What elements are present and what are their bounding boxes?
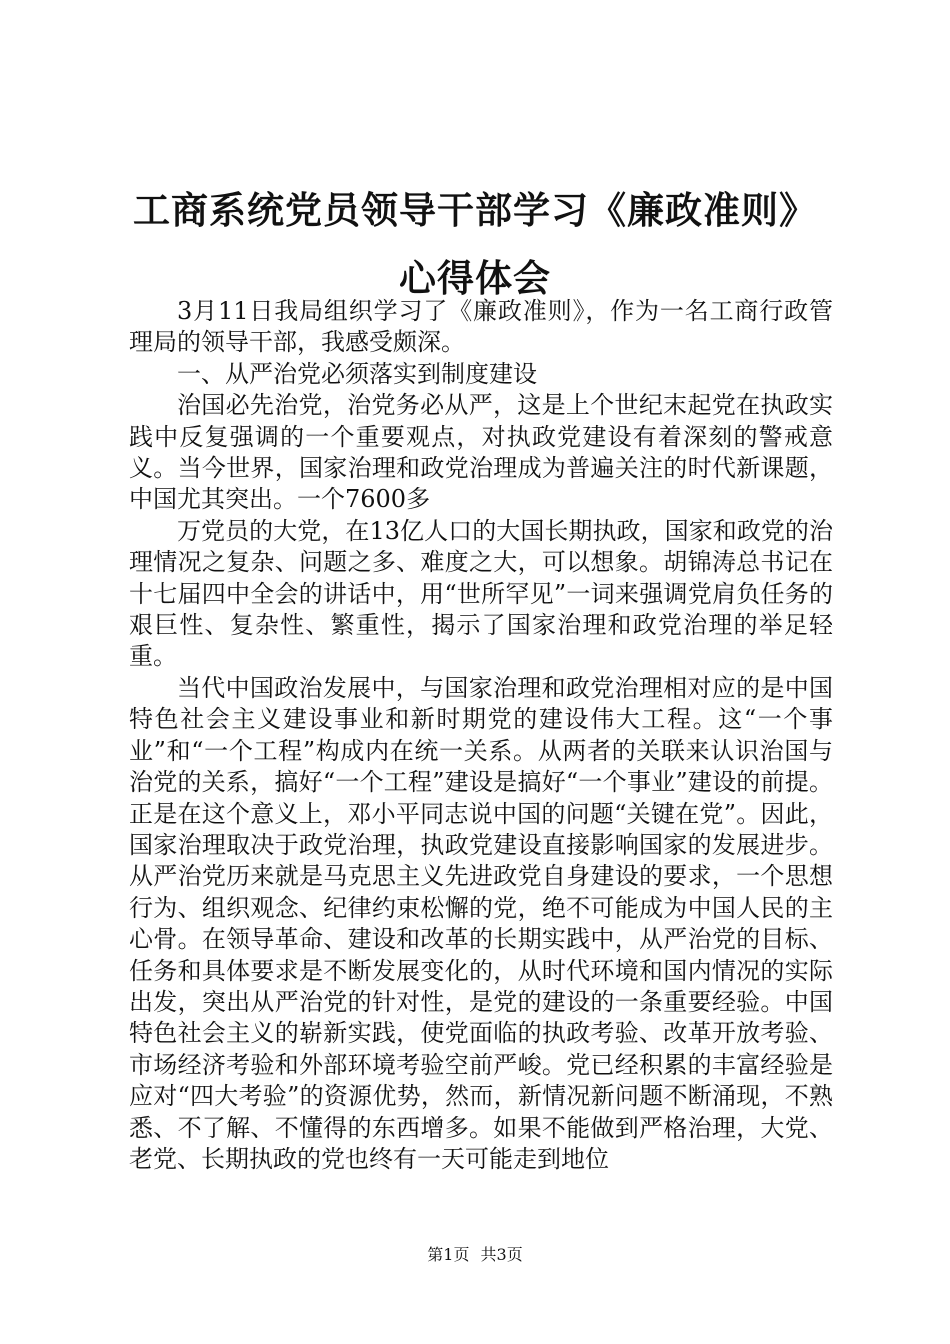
document-title: 工商系统党员领导干部学习《廉政准则》心得体会	[133, 188, 817, 300]
page-footer	[0, 1244, 950, 1266]
document-body	[129, 296, 833, 1175]
paragraph-intro: 3月11日我局组织学习了《廉政准则》，作为一名工商行政管理局的领导干部，我感受颇深。	[129, 297, 833, 357]
paragraph: 当代中国政治发展中，与国家治理和政党治理相对应的是中国特色社会主义建设事业和新时期党的建设伟大工程。这“一个事业”和“一个工程”构成内在统一关系。从两者的关联来认识治国与治党的关系，搞好“一个工程”建设是搞好“一个事业”建设的前提。正是在这个意义上，邓小平同志说中国的问题“关键在党”。因此，国家治理取决于政党治理，执政党建设直接影响国家的发展进步。从严治党历来就是马克思主义先进政党自身建设的要求，一个思想行为、组织观念、纪律约束松懈的党，绝不可能成为中国人民的主心骨。在领导革命、建设和改革的长期实践中，从严治党的目标、任务和具体要求是不断发展变化的，从时代环境和国内情况的实际出发，突出从严治党的针对性，是党的建设的一条重要经验。中国特色社会主义的崭新实践，使党面临的执政考验、改革开放考验、市场经济考验和外部环境考验空前严峻。党已经积累的丰富经验是应对“四大考验”的资源优势，然而，新情况新问题不断涌现，不熟悉、不了解、不懂得的东西增多。如果不能做到严格治理，大党、老党、长期执政的党也终有一天可能走到地位	[129, 673, 833, 1173]
page-total: 共3页	[480, 1245, 523, 1264]
paragraph: 万党员的大党，在13亿人口的大国长期执政，国家和政党的治理情况之复杂、问题之多、难度之大，可以想象。胡锦涛总书记在十七届四中全会的讲话中，用“世所罕见”一词来强调党肩负任务的艰巨性、复杂性、繁重性，揭示了国家治理和政党治理的举足轻重。	[129, 516, 833, 671]
paragraph: 治国必先治党，治党务必从严，这是上个世纪末起党在执政实践中反复强调的一个重要观点，对执政党建设有着深刻的警戒意义。当今世界，国家治理和政党治理成为普遍关注的时代新课题，中国尤其突出。一个7600多	[129, 391, 833, 514]
section-heading: 一、从严治党必须落实到制度建设	[177, 359, 537, 388]
page-number: 第1页	[427, 1245, 470, 1264]
